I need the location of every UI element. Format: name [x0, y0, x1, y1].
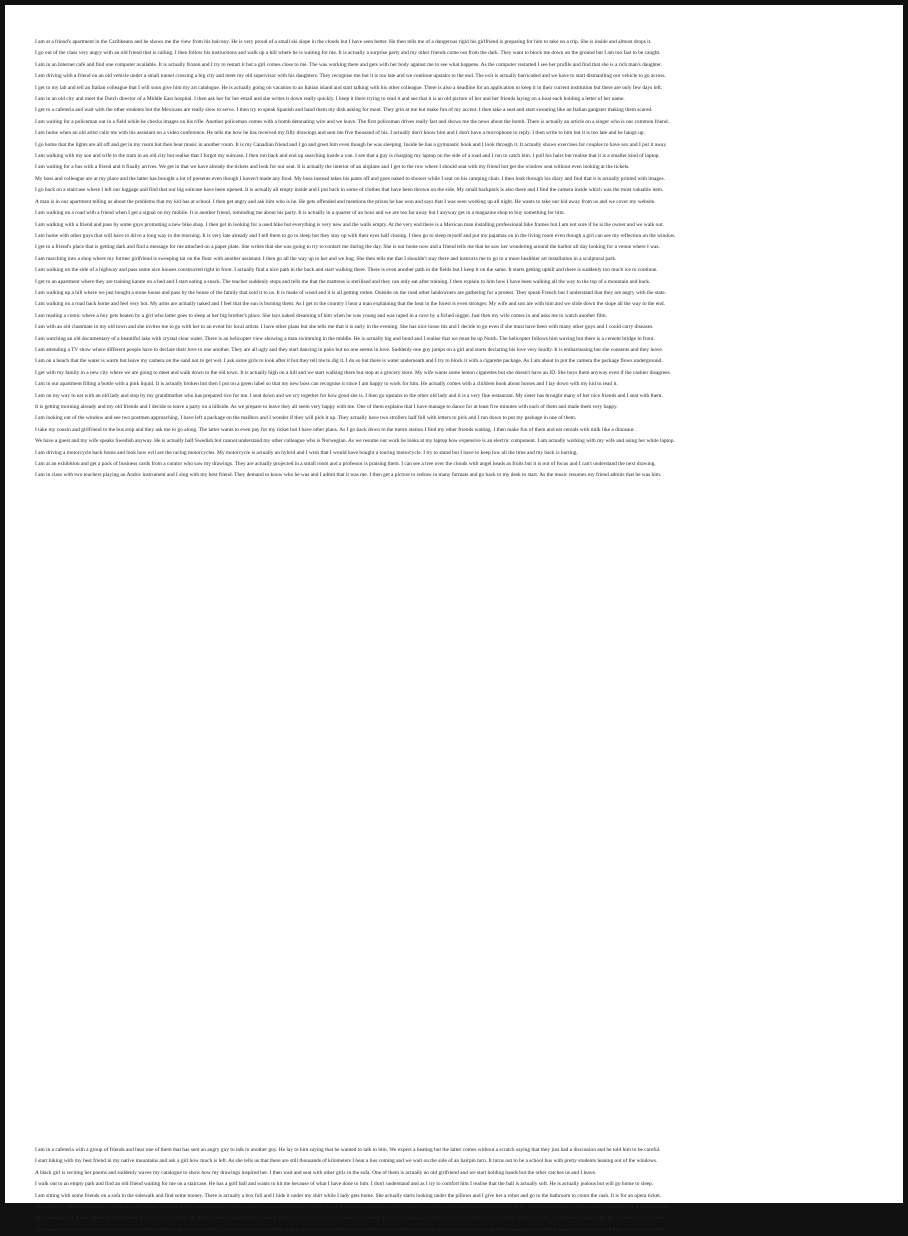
- text-line: I am walking on a road back home and feel very hot. My arms are actually naked and I feel that the sun is burning them. As I get to the country I hear a man explaining that the heat in the forest is even stronger. My wife and son are with him and we slide down the slope all the way to the end.: [35, 301, 665, 308]
- text-line: I am in class with two teachers playing an Arabic instrument and I sing with my best friend. They demand to know who he was and I admit that it was me. I then get a picture to redraw in many formats and go back to my desk to start. As the music resumes my friend admits that he was him.: [35, 472, 662, 479]
- text-line: I get with my family in a new city where we are going to meet and walk down to the old town. It is actually high on a hill and we start walking there but stop at a grocery store. My wife wants some lemon cigarettes but she doesn't have an ID. She buys them anyway even if the cashier disagrees.: [35, 369, 671, 376]
- text-line: My boss and colleague are at my place and the latter has brought a lot of presents even though I haven't made any food. My boss instead takes his pants off and goes naked to shower while I seat on his camping chair. I then look through his diary and find that it is actually printed with images.: [35, 175, 665, 182]
- text-line: I am home when an old artist calls me with his assistant on a video conference. He tells me how he has received my fifty drawings and sent me five thousand of his. I actually don't know him and I don't have a microphone to reply. I then write to him but it is too late and he hangs up.: [35, 130, 645, 137]
- text-line: I am in an Internet café and find one computer available. It is actually frozen and I try to restart it but a girl comes close to me. The was working there and gets with her body against me to see what happens. As the computer restarted I see her profile and find that she is a rich man's daughter.: [35, 61, 663, 68]
- text-line: I am walking with my son and wife to the tram in an old city but realise that I forgot my suitcase. I then run back and end up searching inside a van. I see that a guy is charging my laptop on the side of a road and I run to catch him. I pull his hairs but realise that it is a smaller kind of laptop.: [35, 153, 660, 160]
- text-line: I get to my lab and tell an Italian colleague that I will soon give him my art catalogue. He is actually going on vacation to an Italian island and start talking with his other colleague. There is also a deadline for an application to keep it in their current institution but there are only few days left.: [35, 84, 663, 91]
- text-line: I am waiting for a policeman out in a field while he checks images on his rifle. Another policeman comes with a bomb detonating wire and we leave. The first policeman drives really fast and shows me the news about the bomb. There is actually an article on a singer who is our common friend.: [35, 118, 669, 125]
- text-line: I go home that the lights are all off and get in my room but then hear music in another room. It is my Canadian friend and I go and greet him even though he was sleeping. Inside he has a gymnastic book and I look through it. It actually shows exercises for couples to have sex and I put it away.: [35, 141, 668, 148]
- text-line: I am in an old city and meet the Dutch director of a Middle East hospital. I then ask her for her email and she writes it down really quickly. I keep it there trying to read it and see that it is an old picture of her and her friends laying on a boat each holding a letter of her name.: [35, 96, 625, 103]
- text-line: I am walking up a hill where we just bought a stone house and pass by the house of the family that sold it to us. It is made of wood and it is all getting rotten. Outside on the road other landowners are gathering for a protest. They speak French but I understand that they are angry with the state.: [35, 289, 667, 296]
- text-line: A man is in our apartment telling us about the problems that my kid has at school. I then get angry and ask him who is he. He gets offended and mentions the prizes he has won and says that I was seen working up all night. He wants to take our kid away from us and we cover my website.: [35, 198, 656, 205]
- text-line: I am driving a motorcycle back home and look how evil are the racing motorcycles. My motorcycle is actually an hybrid and I wish that I would have bought a touring motorcycle. I try to stand but I have to keep low all the time and my back is hurting.: [35, 449, 578, 456]
- text-line: I am walking on a road with a friend when I get a signal on my mobile. It is another friend, reminding me about his party. It is actually in a quarter of an hour and we are too far away but I anyway get in a magazine shop to buy something for him.: [35, 210, 566, 217]
- text-line: I am attending a TV show where different people have to declare their love to one another. They are all ugly and they start dancing in pairs but no one seems in love. Suddenly one guy jumps on a girl and starts declaring his love very loudly. It is embarrassing but she consents and they leave.: [35, 346, 664, 353]
- text-line: I take my cousin and girlfriend to the bus stop and they ask me to go along. The latter wants to even pay for my ticket but I have other plans. As I go back down to the metro station I find my other friends waiting. I then make fun of them and eat cereals with milk like a dinosaur.: [35, 426, 635, 433]
- text-line: A black girl is reciting her poems and suddenly waves my catalogue to show how my drawings inspired her. I then wait and seat with other girls in the sofa. One of them is actually an old girlfriend and we start holding hands but the other catches us and I leave.: [35, 1169, 597, 1176]
- text-line: I am home with other guys that will have to drive a long way in the morning. It is very late already and I tell them to go to sleep but they stay up with their eyes half closing. I then go to sleep myself and put my pajamas on in the living room even though a girl can see my reflection on the window.: [35, 232, 676, 239]
- text-line: I am driving with a friend on an old vehicle under a small tunnel crossing a big city and meet my old supervisor with his daughters. They recognise me but it is too late and we continue upstairs to the end. The exit is actually barricaded and we have to start dismantling our vehicle to go across.: [35, 73, 666, 80]
- text-line: It is getting morning already and my old friends and I decide to leave a party on a hillside. As we prepare to leave they all seem very happy with me. One of them explains that I have manage to dance for at least five minutes with each of them and made them very happy.: [35, 404, 618, 410]
- text-line: I am walking alone in a square and notice a low building with actual sculptures sitting like they were humans. One of them is actually a real black person with kids and I think of placing my own sculpture there. As I keep walking I realise that there is a big camera and they are shooting a film.: [35, 1226, 666, 1233]
- text-line: I am walking with a new American friend home and we cross a bridge. He starts walking straight but the road is much faster to the left and we walk down there. The sun is rising and I think of our other friend who got stuck talking to a lady the previous night. There are no more trams for him.: [35, 1215, 666, 1222]
- text-line: I go back on a staircase where I left our luggage and find that our big suitcase have been opened. It is actually all empty inside and I put back in some of clothes that have been thrown on the side. My small backpack is also there and I find the camera inside which was the most valuable item.: [35, 187, 664, 194]
- text-line: I am watching an old documentary of a beautiful lake with crystal clear water. There is an helicopter view showing a man swimming in the middle. He is actually big and bond and I realise that we must be up North. The helicopter follows him waving but there is a cement bridge in front.: [35, 335, 655, 342]
- text-line: I am on my way to eat with an old lady and stop by my grandmother who has prepared rice for me. I seat down and we cry together for how good she is. I then go upstairs to the other old lady and it is a very fine restaurant. My sister has brought many of her nice friends and I seat with them.: [35, 392, 663, 399]
- text-line: I am in a cafeteria with a group of friends and hear one of them that has sent an angry guy to talk to another guy. He lay to him saying that he wanted to talk to him. We expect a beating but the latter comes without a scratch saying that they just had a discussion and he told him to be careful.: [35, 1147, 661, 1153]
- text-line: I am walking on the side of a highway and pass some nice houses constructed right in front. I actually find a nice path in the back and start walking there. There is even another path in the fields but I keep it on the same. It starts getting uphill and there is suddenly too much ice to continue.: [35, 267, 658, 274]
- text-line: I am on a beach that the water is warm but leave my camera on the sand not to get wet. I ask some girls to look after it but they tell me to dig it. I do so but there is water underneath and I try to block it with a cigarette package. As I am about to put the camera the package flows underground.: [35, 358, 663, 365]
- text-line: I get to an apartment where they are training karate on a bed and I start eating a snack. The teacher suddenly stops and tells me that the mattress is sterilised and they can only eat after training. I then explain to him how I have been walking all the way to the top of a mountain and back.: [35, 278, 651, 285]
- text-line: I am waiting for a bus with a friend and it finally arrives. We get in that we have already the tickets and look for our seat. It is actually the interior of an airplane and I get to the row where I should seat with my friend but get the window seat without even looking at the tickets.: [35, 164, 630, 171]
- text-line: I get to a cafeteria and wait with the other students but the Mexicans are really slow to serve. I then try to speak Spanish and hand them my dish asking for meat. They grin at me but make fun of my accent. I then take a seat and start swearing like an Italian gangster making them scared.: [35, 107, 653, 114]
- document-page: [5, 5, 903, 1233]
- text-line: I walk out to an empty park and find an old friend waiting for me on a staircase. He has a golf ball and wants to hit me because of what I have done to him. I don't understand and as I try to comfort him I realise that the ball is actually soft. He is actually jealous but will go home to sleep.: [35, 1181, 654, 1188]
- text-line: I am reading a comic where a boy gets beaten by a girl who latter goes to sleep at her big brother's place. She lays naked dreaming of him when he was young and was raped in a cave by a fiched nigger. Just then my wife comes in and asks me to watch another film.: [35, 312, 607, 319]
- text-line: I am marching into a shop where my former girlfriend is sweeping tar on the floor with another assistant. I then go all the way up to her and we hug. She then tells me that I shouldn't stay there and instructs me to go to a more healthier art installation in a sculptural park.: [35, 255, 617, 262]
- text-line: I start biking with my best friend in my native mountains and ask a girl how much is left. As she tells us that there are still thousands of kilometers I hear a bus coming and we wait on the side of an hairpin turn. It turns out to be a school bus with pretty students leaning out of the windows.: [35, 1158, 658, 1165]
- text-line: I am at an exhibition and get a pack of business cards from a curator who saw my drawings. They are actually projected in a small room and a professor is praising them. I can see a tree over the clouds with angel heads as fruits but it is out of focus and I can't understand the next drawing.: [35, 461, 656, 468]
- text-line: We have a guest and my wife speaks Swedish anyway. He is actually half Swedish but cannot understand my other colleague who is Norwegian. As we resume our work he looks at my laptop how expensive is an electric component. I am actually working with my wife and using her white laptop.: [35, 438, 675, 445]
- text-lines-top: [35, 37, 883, 482]
- text-line: I am looking out of the window and see two postmen approaching. I have left a package on the mailbox and I wonder if they will pick it up. They actually have two strollers half full with letters to pick and I run down to put my package in one of them.: [35, 415, 577, 422]
- text-line: I am with my old friends having a coffee at a lady's place and look at her young daughter. I then wonder if we are related and I tell her to ask if she knows about me and my sister who is there. She doesn't and I then tell her of my mother working in a clothes shop in town but she is not surprised.: [35, 1204, 670, 1211]
- text-line: I am in our apartment filling a bottle with a pink liquid. It is actually broken but then I put on a green label so that my new boss can recognise it since I am happy to work for him. He actually comes with a children book about horses and I lay down with my kid to read it.: [35, 381, 618, 388]
- text-line: I go out of the class very angry with an old friend that is calling. I then follow his instructions and walk up a hill where he is waiting for me. It is actually a surprise party and my other friends come out from the dark. They want to block me down on the ground but I am too fast to be caught.: [35, 50, 661, 57]
- text-line: I am with an old classmate in my old town and she invites me to go with her to an event for local artists. I have other plans but she tells me that it is early in the evening. She has nice loose tits and I decide to go even if she must have been with many other guys and I could carry diseases.: [35, 324, 654, 331]
- text-line: I am sitting with some friends on a sofa in the sidewalk and find some money. There is actually a box full and I hide it under my shirt while I lady gets home. She actually starts looking under the pillows and I give her a robot and go to the bathroom to count the cash. It is for an opera ticket.: [35, 1192, 662, 1199]
- text-lines-bottom: [35, 1145, 883, 1236]
- text-line: I am at a friend's apartment in the Caribbeans and he shows me the view from his balcony. He is very proud of a small ski slope in the clouds but I have seen better. He then tells me of a dangerous rigid his girlfriend is preparing for him to take on a trip. She is inside and almost drops it.: [35, 39, 652, 45]
- text-line: I get to a friend's place that is getting dark and find a message for me attached on a paper plate. She writes that she was going to try to contact me during the day. She is not home now and a friend tells me that he saw her wondering around the harbor all day looking for a venue where I was.: [35, 244, 660, 251]
- text-line: I am walking with a friend and pass by some guys promoting a new bike shop. I then get in looking for a used bike but everything is very new and the walls empty. At the very end there is a Mexican man installing professional bike frames but I am not sure if he is the owner and we walk out.: [35, 221, 664, 228]
